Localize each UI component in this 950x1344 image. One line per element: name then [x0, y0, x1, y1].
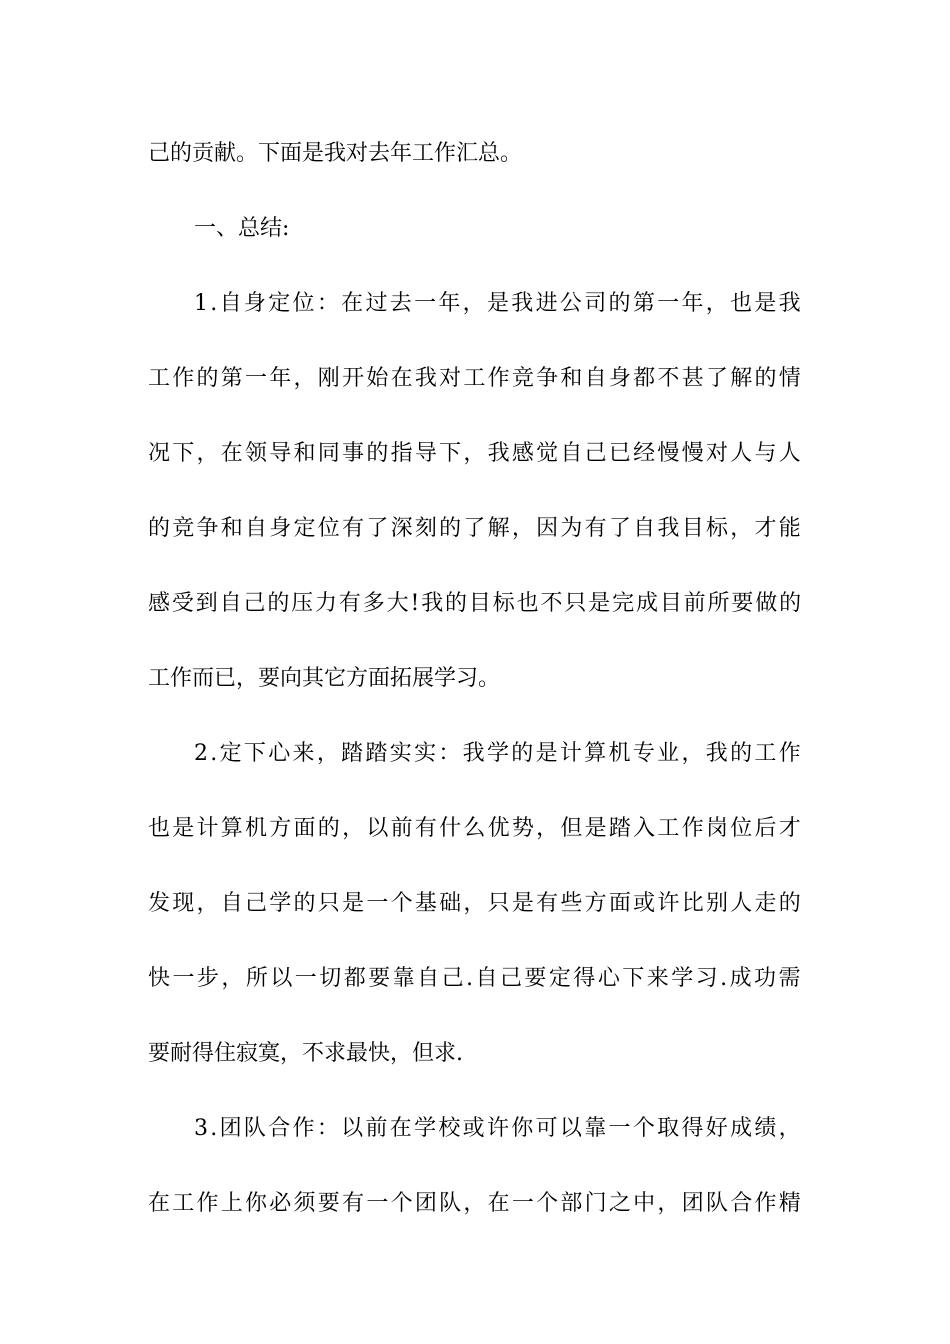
paragraph-line: 发现，自己学的只是一个基础，只是有些方面或许比别人走的	[148, 891, 803, 916]
paragraph-line: 己的贡献。下面是我对去年工作汇总。	[148, 141, 523, 166]
paragraph-line: 2.定下心来，踏踏实实：我学的是计算机专业，我的工作	[194, 741, 803, 766]
paragraph-line: 要耐得住寂寞，不求最快，但求.	[148, 1041, 463, 1066]
paragraph-line: 在工作上你必须要有一个团队，在一个部门之中，团队合作精	[148, 1191, 803, 1216]
section-heading: 一、总结:	[194, 216, 290, 241]
paragraph-line: 也是计算机方面的，以前有什么优势，但是踏入工作岗位后才	[148, 816, 803, 841]
paragraph-line: 工作而已，要向其它方面拓展学习。	[148, 666, 501, 691]
paragraph-line: 况下，在领导和同事的指导下，我感觉自己已经慢慢对人与人	[148, 441, 803, 466]
paragraph-line: 1.自身定位：在过去一年，是我进公司的第一年，也是我	[194, 291, 803, 316]
paragraph-line: 3.团队合作：以前在学校或许你可以靠一个取得好成绩，	[194, 1116, 803, 1141]
paragraph-line: 快一步，所以一切都要靠自己.自己要定得心下来学习.成功需	[148, 966, 803, 991]
paragraph-line: 工作的第一年，刚开始在我对工作竞争和自身都不甚了解的情	[148, 366, 803, 391]
paragraph-line: 感受到自己的压力有多大!我的目标也不只是完成目前所要做的	[148, 591, 803, 616]
paragraph-line: 的竞争和自身定位有了深刻的了解，因为有了自我目标，才能	[148, 516, 803, 541]
